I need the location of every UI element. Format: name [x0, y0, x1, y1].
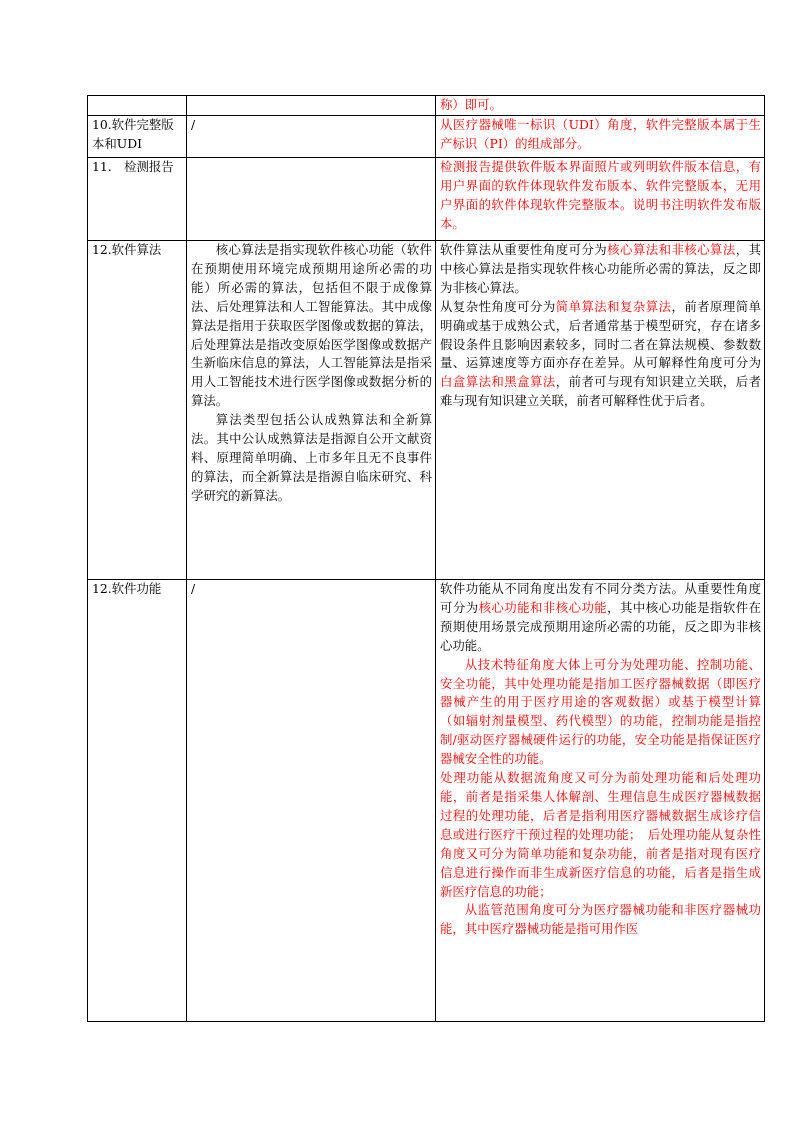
note-text: 软件算法从重要性角度可分为: [440, 242, 608, 257]
note-text: 从复杂性角度可分为: [440, 298, 556, 314]
note-text: 称）即可。: [440, 97, 502, 112]
content-paragraph: 核心算法是指实现软件核心功能（软件在预期使用环境完成预期用途所必需的功能）所必需的算法，包括但不限于成像算法、后处理算法和人工智能算法。其中成像算法是指用于获取医学图像或数据的算法，后处理算法是指改变原始医学图像或数据产生新临床信息的算法，人工智能算法是指采用人工智能技术进行医学图像或数据分析的算法。: [191, 242, 432, 409]
note-text: 从监管范围角度可分为医疗器械功能和非医疗器械功能，其中医疗器械功能是指可用作医: [440, 902, 761, 937]
note-text: ，前者可与现有知识建立关联，后者难与现有知识建立关联，前者可解释性优于后者。: [440, 374, 762, 409]
note-paragraph: [440, 298, 761, 411]
note-text: ，其中核心功能是指软件在预期使用场景完成预期用途所必需的功能，反之即为非核心功能。: [440, 599, 762, 653]
table-row: [88, 96, 765, 116]
note-text: 检测报告提供软件版本界面照片或列明软件版本信息，有用户界面的软件体现软件发布版本、软件完整版本，无用户界面的软件体现软件完整版本。说明书注明软件发布版本。: [440, 159, 761, 231]
item-content-cell: [187, 96, 436, 116]
table-row: [88, 158, 765, 241]
item-content-cell: /: [187, 116, 436, 158]
item-note-cell: [436, 158, 765, 241]
item-name-cell: 12.软件算法: [88, 241, 187, 580]
item-name-cell: 11. 检测报告: [88, 158, 187, 241]
note-highlight: 白盒算法和黑盒算法: [440, 374, 556, 390]
item-note-cell: [436, 580, 765, 1022]
note-paragraph: [440, 580, 761, 656]
content-paragraph: 算法类型包括公认成熟算法和全新算法。其中公认成熟算法是指源自公开文献资料、原理简单明确、上市多年且无不良事件的算法，而全新算法是指源自临床研究、科学研究的新算法。: [191, 412, 432, 503]
item-name-cell: 12.软件功能: [88, 580, 187, 1022]
note-text: 从医疗器械唯一标识（UDI）角度，软件完整版本属于生产标识（PI）的组成部分。: [440, 117, 761, 151]
note-text: 从技术特征角度大体上可分为处理功能、控制功能、安全功能，其中处理功能是指加工医疗器械数据（即医疗器械产生的用于医疗用途的客观数据）或基于模型计算（如辐射剂量模型、药代模型）的功能，控制功能是指控制/驱动医疗器械硬件运行的功能，安全功能是指保证医疗器械安全性的功能。: [440, 656, 761, 767]
note-paragraph: [440, 901, 761, 939]
note-text: ，其中核心算法是指实现软件核心功能所必需的算法，反之即为非核心算法。: [440, 242, 762, 295]
document-table: [87, 95, 765, 1022]
note-highlight: 简单算法和复杂算法: [555, 298, 672, 314]
table-row: [88, 116, 765, 158]
item-name-cell: [88, 96, 187, 116]
item-note-cell: [436, 96, 765, 116]
note-highlight: 核心算法和非核心算法: [607, 242, 736, 257]
note-text: 软件功能从不同角度出发有不同分类方法。从重要性角度可分为: [440, 581, 761, 615]
table-row: [88, 241, 765, 580]
note-highlight: 核心功能和非核心功能: [478, 599, 608, 615]
note-text: ，前者原理简单明确或基于成熟公式，后者通常基于模型研究，存在诸多假设条件且影响因素较多，同时二者在算法规模、参数数量、运算速度等方面亦存在差异。从可解释性角度可分为: [440, 298, 762, 371]
item-content-cell: [187, 241, 436, 580]
item-content-cell: [187, 158, 436, 241]
table-row: [88, 580, 765, 1022]
note-paragraph: [440, 656, 761, 769]
item-note-cell: [436, 241, 765, 580]
note-paragraph: [440, 241, 761, 298]
note-text: 处理功能从数据流角度又可分为前处理功能和后处理功能，前者是指采集人体解剖、生理信息生成医疗器械数据过程的处理功能，后者是指利用医疗器械数据生成诊疗信息或进行医疗干预过程的处理功能； 后处理功能从复杂性角度又可分为简单功能和复杂功能，前者是指对现有医疗信息进行操作而非生成新医疗信息的功能，后者是指生成新医疗信息的功能；: [440, 770, 761, 899]
item-content-cell: /: [187, 580, 436, 1022]
note-paragraph: [440, 769, 761, 901]
item-name-cell: 10.软件完整版本和UDI: [88, 116, 187, 158]
item-note-cell: [436, 116, 765, 158]
